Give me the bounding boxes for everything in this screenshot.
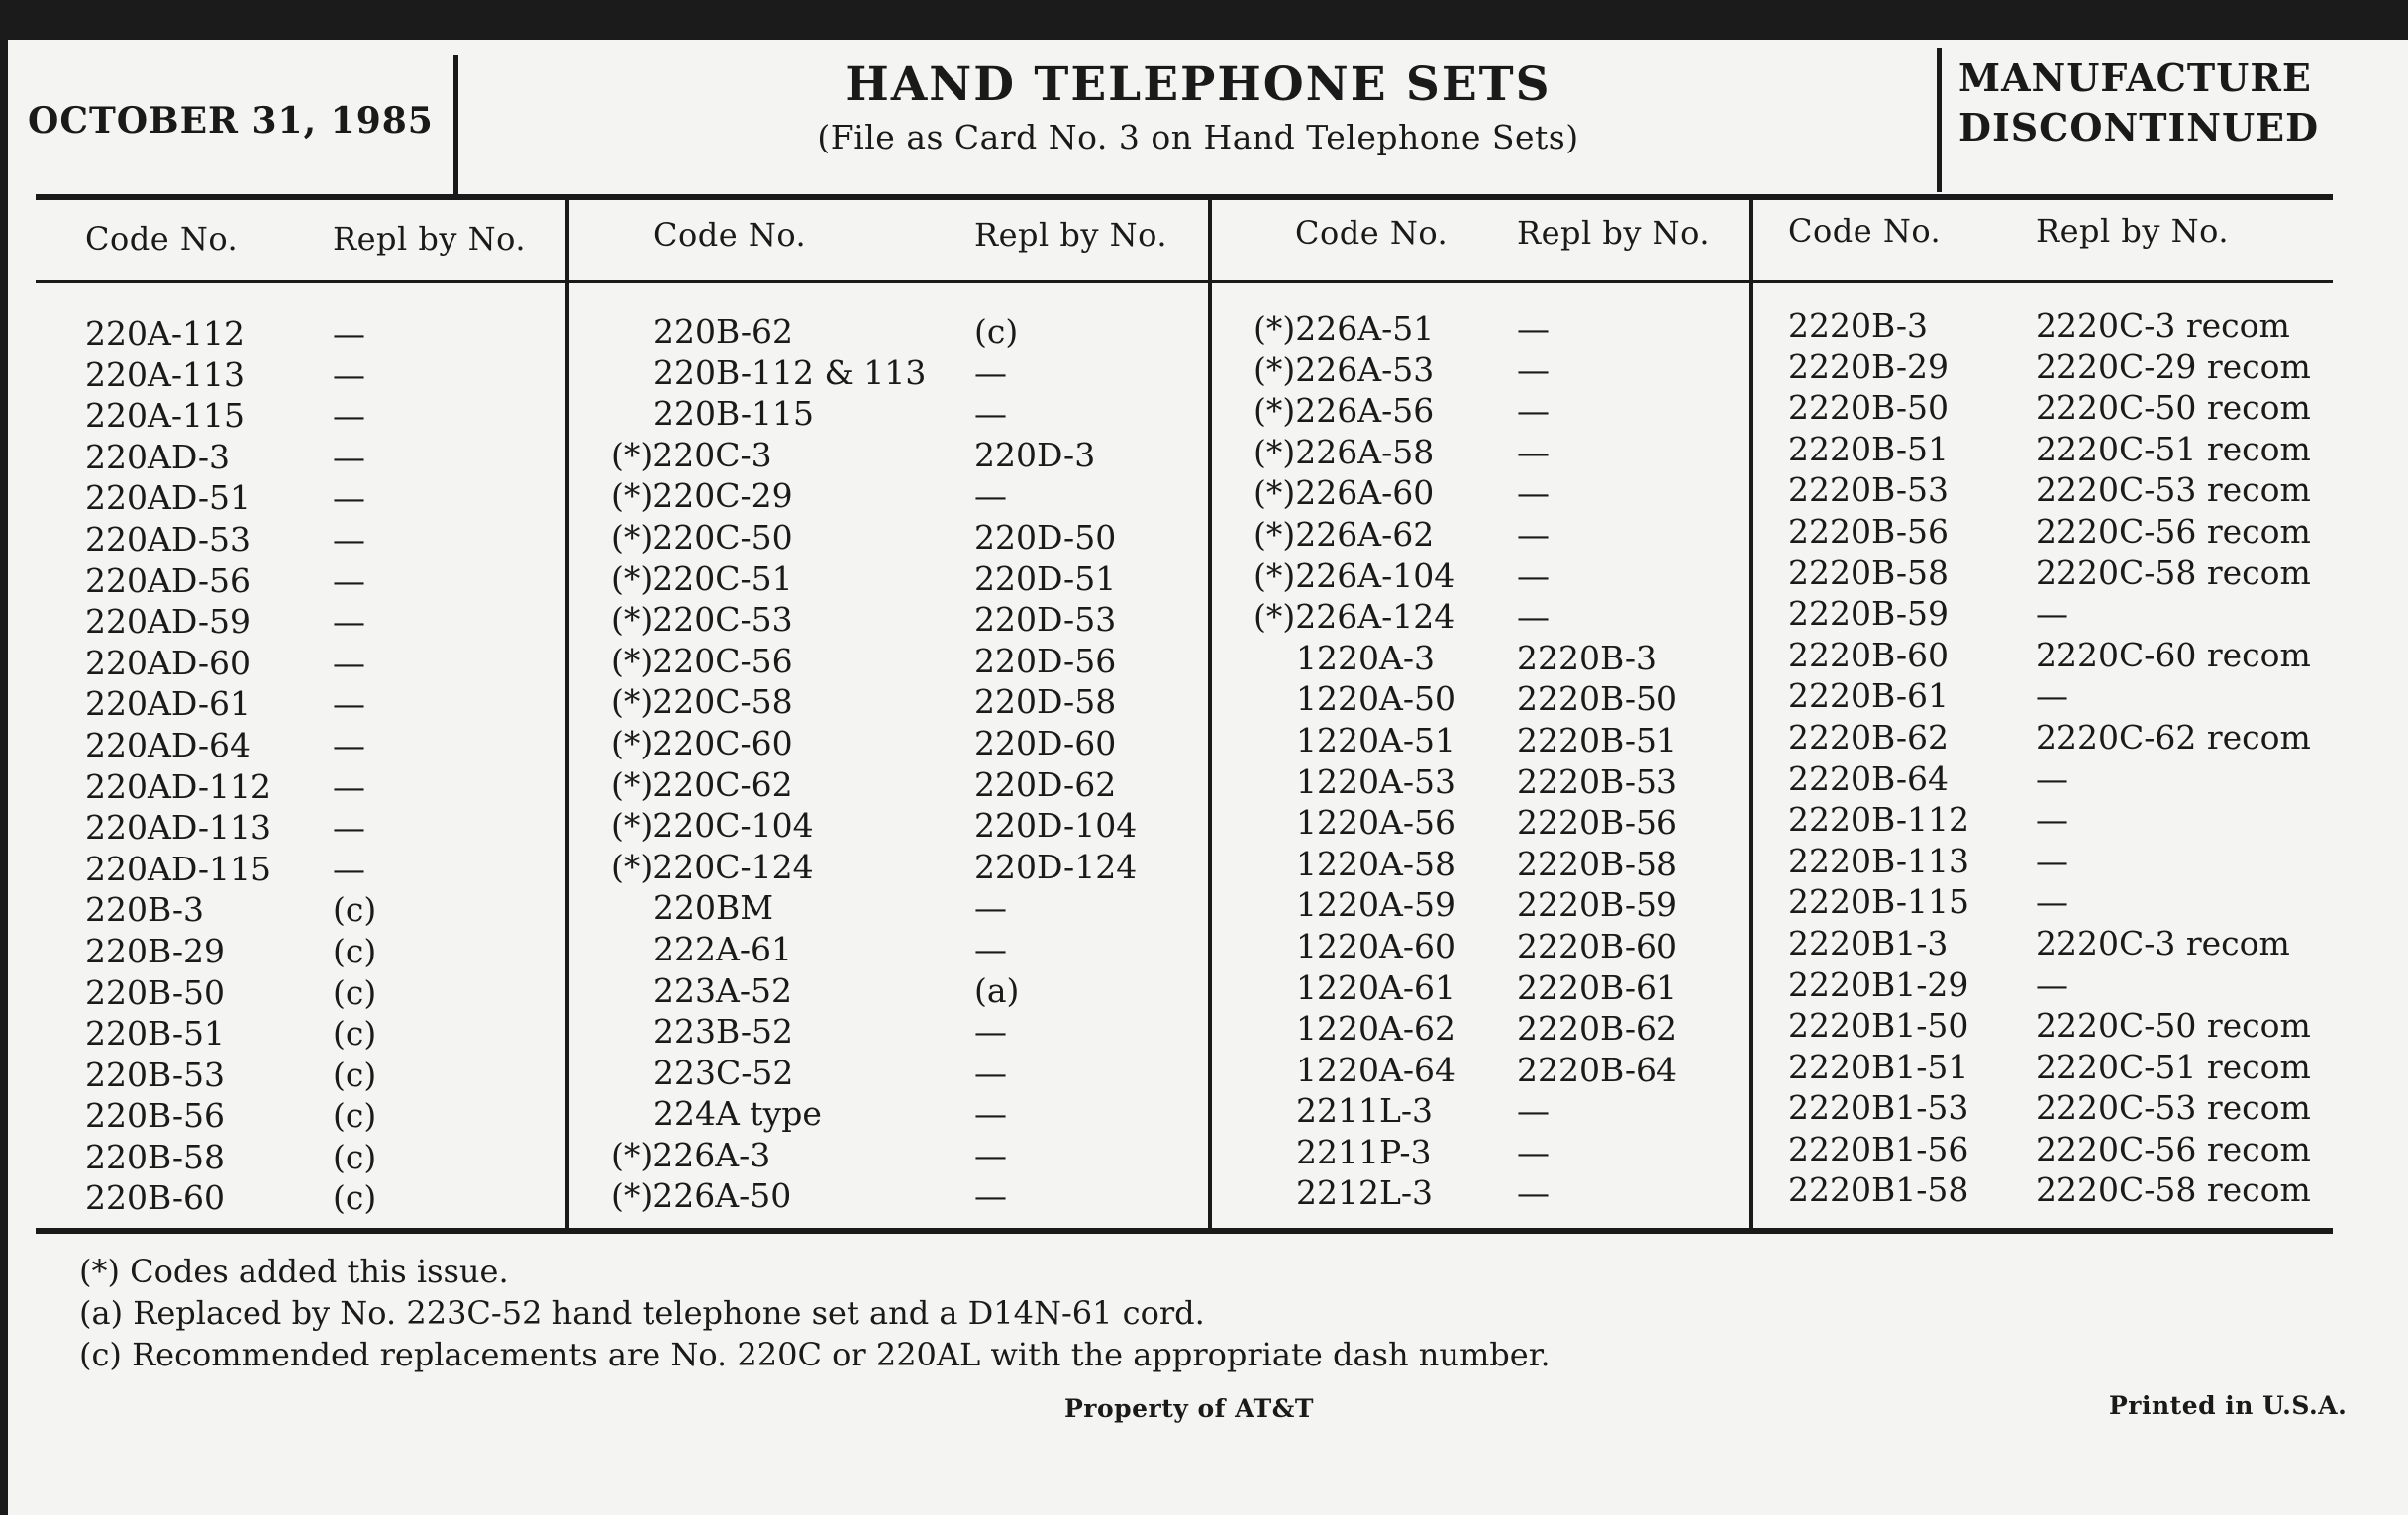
code-number: 1220A-60 [1296,926,1455,965]
replacement-number: — [1517,514,1550,554]
code-number: 220B-112 & 113 [653,353,927,392]
replacement-number: 220D-104 [974,806,1138,846]
footnote-asterisk: (*) Codes added this issue. [79,1253,509,1290]
code-number: (*)220C-51 [611,558,793,598]
code-number: 220AD-53 [85,519,251,558]
status-line-1: MANUFACTURE [1958,55,2312,100]
status-line-2: DISCONTINUED [1958,105,2320,150]
col2-repl-header: Repl by No. [974,216,1168,253]
code-number: 1220A-58 [1296,844,1455,883]
replacement-number: 220D-124 [974,847,1138,886]
code-number: 2220B-29 [1788,347,1949,386]
code-number: 2220B1-50 [1788,1006,1969,1046]
replacement-number: 2220B-58 [1517,844,1677,883]
code-number: 220AD-51 [85,478,251,518]
status-block [1958,53,2394,152]
code-number: 220B-58 [85,1137,225,1176]
replacement-number: — [1517,1173,1550,1213]
code-number: 1220A-50 [1296,679,1455,719]
code-number: 2220B-50 [1788,388,1949,428]
code-number: (*)226A-56 [1254,391,1435,431]
col3-code-header: Code No. [1295,214,1449,252]
footnotes [79,1251,1551,1375]
replacement-number: (c) [333,1178,377,1218]
replacement-number: 2220C-60 recom [2036,635,2311,674]
replacement-number: — [333,808,365,848]
code-number: 2220B-115 [1788,882,1969,922]
col4-repl-header: Repl by No. [2036,212,2230,250]
replacement-number: 2220B-62 [1517,1009,1677,1049]
code-number: 220B-3 [85,890,204,930]
replacement-number: 2220C-58 recom [2036,553,2311,592]
code-number: 220AD-112 [85,766,272,806]
code-number: 2220B-53 [1788,470,1949,510]
replacement-number: — [333,684,365,724]
replacement-number: — [1517,391,1550,431]
code-number: 2220B-62 [1788,717,1949,757]
column-divider-3 [1749,194,1753,1232]
replacement-number: 2220C-50 recom [2036,1006,2311,1046]
code-number: 2220B1-51 [1788,1047,1969,1086]
code-number: 1220A-3 [1296,638,1435,677]
replacement-number: (c) [333,1014,377,1054]
code-number: (*)226A-104 [1254,556,1455,595]
code-number: 220B-60 [85,1178,225,1218]
replacement-number: — [2036,964,2068,1004]
replacement-number: 2220C-53 recom [2036,1088,2311,1128]
code-number: 2220B-3 [1788,306,1928,345]
replacement-number: (c) [333,972,377,1012]
code-number: 1220A-62 [1296,1009,1455,1049]
replacement-number: 2220C-53 recom [2036,470,2311,510]
replacement-number: — [1517,556,1550,595]
code-number: 220B-115 [653,394,814,434]
header-underline-rule [36,280,2333,283]
col4-code-header: Code No. [1788,212,1942,250]
replacement-number: (c) [333,1137,377,1176]
replacement-number: 2220C-51 recom [2036,429,2311,468]
col3-repl-header: Repl by No. [1517,214,1711,252]
code-number: (*)220C-124 [611,847,814,886]
code-number: (*)220C-3 [611,435,772,474]
replacement-number: — [333,849,365,888]
code-number: 224A type [653,1094,822,1134]
code-number: 220A-113 [85,354,245,394]
replacement-number: 2220B-53 [1517,761,1677,801]
replacement-number: 2220C-3 recom [2036,306,2290,345]
code-number: 2212L-3 [1296,1173,1434,1213]
replacement-number: 2220B-51 [1517,720,1677,759]
code-number: (*)226A-124 [1254,597,1455,637]
property-notice: Property of AT&T [1064,1394,1314,1423]
replacement-number: 220D-50 [974,517,1117,556]
code-number: (*)226A-62 [1254,514,1435,554]
replacement-number: — [2036,800,2068,840]
replacement-number: — [1517,309,1550,348]
code-number: (*)220C-60 [611,723,793,762]
code-number: 2211P-3 [1296,1132,1432,1171]
code-number: 2220B-51 [1788,429,1949,468]
replacement-number: — [974,394,1007,434]
code-number: 223A-52 [653,970,792,1010]
replacement-number: — [333,643,365,682]
replacement-number: 220D-3 [974,435,1096,474]
replacement-number: — [2036,758,2068,798]
code-number: 2220B-59 [1788,594,1949,634]
column-divider-1 [565,198,569,1232]
replacement-number: — [974,1053,1007,1092]
table-bottom-rule [36,1228,2333,1234]
code-number: 1220A-61 [1296,967,1455,1007]
code-number: (*)220C-62 [611,764,793,804]
code-number: 2220B1-3 [1788,923,1949,962]
replacement-number: — [974,1012,1007,1052]
code-number: 220B-51 [85,1014,225,1054]
code-number: (*)226A-3 [611,1135,771,1174]
replacement-number: 2220C-56 recom [2036,511,2311,551]
replacement-number: 220D-56 [974,641,1117,680]
code-number: 1220A-64 [1296,1050,1455,1089]
code-number: (*)220C-56 [611,641,793,680]
code-number: (*)226A-53 [1254,350,1435,389]
replacement-number: 2220C-56 recom [2036,1129,2311,1168]
code-number: (*)226A-50 [611,1176,792,1216]
replacement-number: (a) [974,970,1020,1010]
code-number: 220AD-115 [85,849,272,888]
page-subtitle: (File as Card No. 3 on Hand Telephone Sets) [817,118,1579,156]
title-block [465,51,1931,156]
replacement-number: 2220C-51 recom [2036,1047,2311,1086]
replacement-number: 220D-58 [974,682,1117,722]
code-number: 220A-112 [85,314,245,353]
code-number: 2220B-61 [1788,676,1949,716]
code-number: 2220B-56 [1788,511,1949,551]
replacement-number: (c) [333,931,377,970]
code-number: 1220A-59 [1296,885,1455,925]
code-number: (*)226A-58 [1254,432,1435,471]
code-number: (*)220C-50 [611,517,793,556]
replacement-number: — [333,437,365,476]
code-number: 220AD-61 [85,684,251,724]
code-number: 2220B-58 [1788,553,1949,592]
replacement-number: 2220B-50 [1517,679,1677,719]
replacement-number: 2220C-62 recom [2036,717,2311,757]
replacement-number: — [1517,597,1550,637]
replacement-number: — [1517,432,1550,471]
replacement-number: 2220B-64 [1517,1050,1677,1089]
replacement-number: — [2036,882,2068,922]
footnote-c: (c) Recommended replacements are No. 220C or 220AL with the appropriate dash number. [79,1336,1551,1373]
issue-date: OCTOBER 31, 1985 [28,100,434,142]
replacement-number: — [974,476,1007,516]
replacement-number: — [1517,473,1550,513]
replacement-number: (c) [974,312,1019,351]
code-number: 1220A-56 [1296,803,1455,843]
code-number: 2220B-64 [1788,758,1949,798]
code-number: 220AD-64 [85,725,251,764]
col2-code-header: Code No. [653,216,807,253]
replacement-number: 2220C-50 recom [2036,388,2311,428]
replacement-number: — [2036,841,2068,880]
code-number: 220AD-56 [85,560,251,600]
replacement-number: 2220C-29 recom [2036,347,2311,386]
replacement-number: — [1517,1132,1550,1171]
replacement-number: 220D-53 [974,600,1117,640]
code-number: 2220B1-56 [1788,1129,1969,1168]
code-number: (*)220C-104 [611,806,814,846]
replacement-number: — [333,766,365,806]
replacement-number: — [333,560,365,600]
code-number: (*)226A-51 [1254,309,1435,348]
code-number: 2220B1-29 [1788,964,1969,1004]
replacement-number: 2220B-56 [1517,803,1677,843]
code-number: 220B-62 [653,312,793,351]
replacement-number: — [974,1135,1007,1174]
replacement-number: — [1517,350,1550,389]
code-number: 2220B-60 [1788,635,1949,674]
replacement-number: 220D-51 [974,558,1117,598]
code-number: 223B-52 [653,1012,793,1052]
replacement-number: — [974,1176,1007,1216]
replacement-number: (c) [333,1055,377,1094]
replacement-number: 220D-60 [974,723,1117,762]
header-divider-left [453,55,458,198]
replacement-number: — [974,929,1007,968]
replacement-number: — [333,478,365,518]
replacement-number: — [974,888,1007,928]
replacement-number: 2220B-59 [1517,885,1677,925]
replacement-number: 2220B-61 [1517,967,1677,1007]
code-number: 2220B1-58 [1788,1170,1969,1210]
code-number: 220AD-3 [85,437,231,476]
code-number: 220A-115 [85,396,245,436]
replacement-number: 220D-62 [974,764,1117,804]
replacement-number: — [333,602,365,642]
code-number: (*)226A-60 [1254,473,1435,513]
replacement-number: 2220B-3 [1517,638,1656,677]
col1-repl-header: Repl by No. [333,220,527,257]
code-number: 220AD-60 [85,643,251,682]
replacement-number: — [333,396,365,436]
replacement-number: 2220C-58 recom [2036,1170,2311,1210]
code-number: 1220A-51 [1296,720,1455,759]
code-number: (*)220C-53 [611,600,793,640]
page-title: HAND TELEPHONE SETS [845,57,1552,112]
replacement-number: — [2036,594,2068,634]
replacement-number: — [974,353,1007,392]
code-number: 220AD-113 [85,808,272,848]
column-divider-2 [1208,196,1212,1232]
code-number: 2220B1-53 [1788,1088,1969,1128]
code-number: 223C-52 [653,1053,794,1092]
code-number: 220BM [653,888,774,928]
footnote-a: (a) Replaced by No. 223C-52 hand telephone set and a D14N-61 cord. [79,1294,1205,1332]
replacement-number: (c) [333,890,377,930]
col1-code-header: Code No. [85,220,239,257]
header-divider-right [1937,48,1942,192]
code-number: 2220B-112 [1788,800,1969,840]
code-number: 220AD-59 [85,602,251,642]
replacement-number: — [1517,1091,1550,1131]
replacement-number: 2220B-60 [1517,926,1677,965]
code-number: 2220B-113 [1788,841,1969,880]
code-number: 222A-61 [653,929,792,968]
code-number: (*)220C-58 [611,682,793,722]
replacement-number: 2220C-3 recom [2036,923,2290,962]
code-number: (*)220C-29 [611,476,793,516]
replacement-number: — [333,354,365,394]
replacement-number: — [333,725,365,764]
replacement-number: — [2036,676,2068,716]
code-number: 1220A-53 [1296,761,1455,801]
code-number: 220B-29 [85,931,225,970]
printed-notice: Printed in U.S.A. [2109,1391,2348,1420]
replacement-number: (c) [333,1096,377,1136]
replacement-number: — [333,314,365,353]
code-number: 220B-53 [85,1055,225,1094]
code-number: 220B-50 [85,972,225,1012]
replacement-number: — [333,519,365,558]
code-number: 220B-56 [85,1096,225,1136]
code-number: 2211L-3 [1296,1091,1434,1131]
replacement-number: — [974,1094,1007,1134]
table-top-rule [36,194,2333,200]
